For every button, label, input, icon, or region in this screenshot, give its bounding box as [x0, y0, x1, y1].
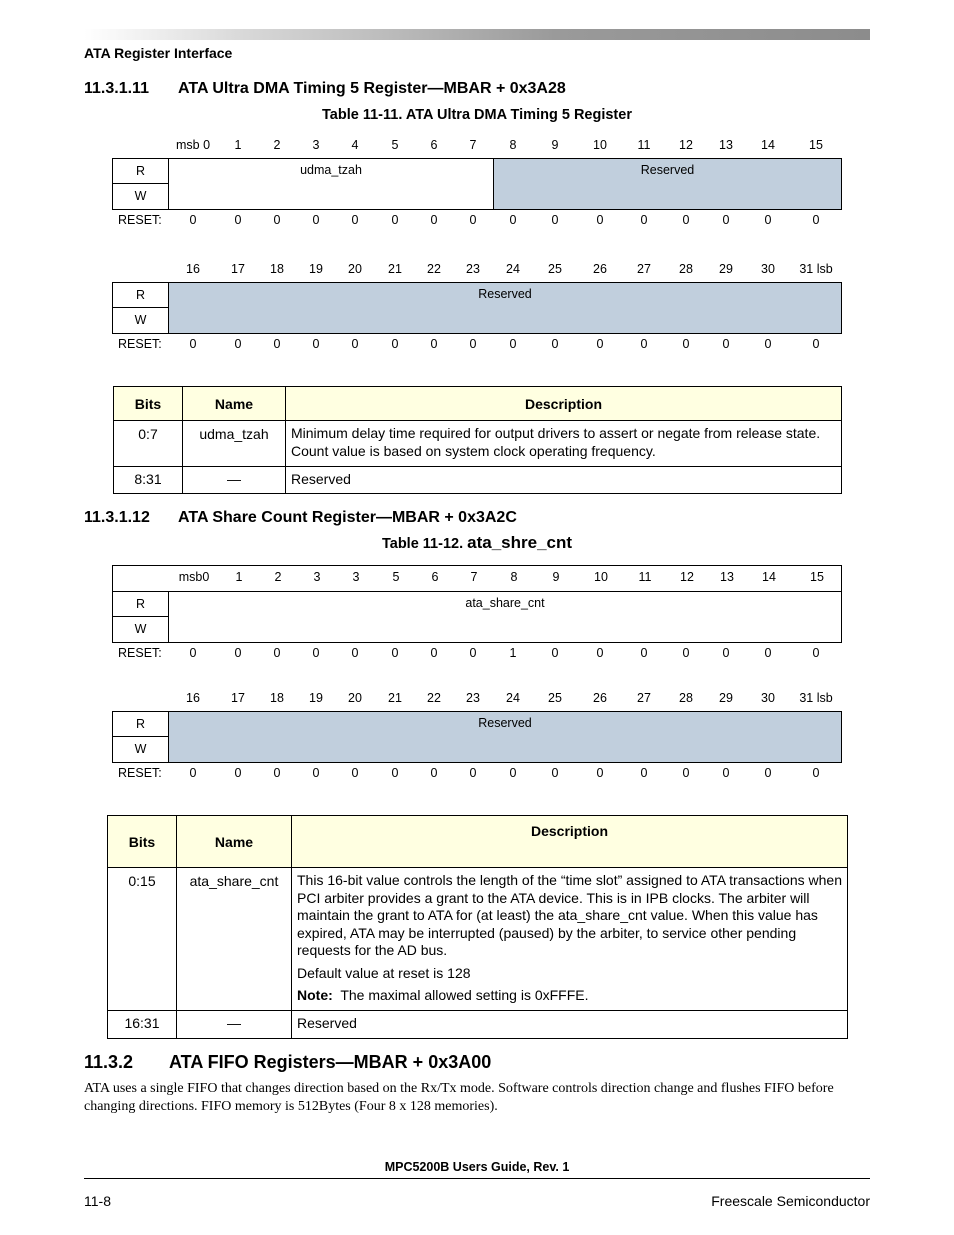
- reset-value: 0: [430, 213, 438, 227]
- footer-rule: [84, 1178, 870, 1179]
- bit-number: 2: [274, 570, 282, 584]
- reset-value: 0: [682, 213, 690, 227]
- desc-paragraph: This 16-bit value controls the length of the “time slot” assigned to ATA transactions when PCI arbiter provides a grant to the ATA device. This is in IPB clocks. The arbiter will maintain the grant to ATA for (at least) the ata_share_cnt value. When this value has expired, ATA may be interrupted (paused) by the arbiter, to service other pending requests for the AD bus.: [297, 872, 842, 958]
- reset-value: 0: [551, 646, 559, 660]
- section-heading-11-3-1-12: [84, 509, 517, 527]
- reset-value: 0: [509, 337, 517, 351]
- reset-value: 0: [509, 766, 517, 780]
- reset-value: 0: [682, 766, 690, 780]
- field-ata-share-cnt: ata_share_cnt: [465, 596, 545, 610]
- reset-value: 0: [430, 766, 438, 780]
- cell-name: —: [177, 1010, 292, 1038]
- section-number: 11.3.1.11: [84, 80, 149, 97]
- reset-value: 0: [812, 213, 820, 227]
- reset-value: 0: [812, 766, 820, 780]
- bit-number: 26: [593, 691, 607, 705]
- register-diagram-lower-share: [112, 691, 842, 786]
- reset-value: 0: [273, 646, 281, 660]
- bit-number: 23: [466, 262, 480, 276]
- reset-value: 0: [722, 646, 730, 660]
- reset-row: [112, 337, 842, 357]
- reset-row: [112, 766, 842, 786]
- table-row: [108, 868, 848, 1011]
- reset-value: 0: [234, 646, 242, 660]
- bit-number: 21: [388, 691, 402, 705]
- reset-value: 0: [764, 337, 772, 351]
- bit-numbers: [112, 138, 842, 158]
- table-row: [114, 467, 842, 494]
- bit-number: msb0: [178, 570, 210, 584]
- cell-name: —: [183, 467, 286, 494]
- reset-value: 0: [509, 213, 517, 227]
- desc-line: Count value is based on system clock operating frequency.: [291, 442, 656, 459]
- bit-number: 16: [186, 691, 200, 705]
- reset-value: 0: [551, 766, 559, 780]
- reset-value: 0: [764, 646, 772, 660]
- reset-label: RESET:: [118, 337, 162, 351]
- section-heading-11-3-1-11: [84, 80, 566, 98]
- reset-value: 0: [273, 213, 281, 227]
- section-title: ATA Share Count Register—MBAR + 0x3A2C: [178, 509, 517, 526]
- write-label: W: [113, 737, 169, 762]
- cell-bits: 16:31: [108, 1010, 177, 1038]
- note-text: The maximal allowed setting is 0xFFFE.: [340, 987, 589, 1003]
- table-row: [108, 1010, 848, 1038]
- bit-number: 22: [427, 691, 441, 705]
- bit-number: 28: [679, 691, 693, 705]
- bit-number: 15: [810, 570, 824, 584]
- cell-description: [292, 868, 848, 1011]
- cell-name: ata_share_cnt: [177, 868, 292, 1011]
- bit-number: 7: [469, 138, 477, 152]
- bit-number: 5: [392, 570, 400, 584]
- reset-value: 0: [391, 766, 399, 780]
- section-title: ATA Ultra DMA Timing 5 Register—MBAR + 0x3A28: [178, 80, 566, 97]
- bit-number: 31 lsb: [799, 691, 833, 705]
- reset-value: 0: [391, 213, 399, 227]
- bit-number: 2: [273, 138, 281, 152]
- table-caption-11-11: Table 11-11. ATA Ultra DMA Timing 5 Register: [322, 107, 632, 123]
- cell-bits: 0:15: [108, 868, 177, 1011]
- footer-company: Freescale Semiconductor: [711, 1193, 870, 1209]
- bit-numbers: [112, 565, 842, 591]
- reset-value: 0: [351, 646, 359, 660]
- reset-value: 0: [596, 646, 604, 660]
- field-reserved: Reserved: [169, 712, 841, 762]
- reset-value: 1: [509, 646, 517, 660]
- cell-bits: 0:7: [114, 421, 183, 467]
- reset-value: 0: [812, 337, 820, 351]
- caption-name: ata_shre_cnt: [467, 533, 573, 552]
- section-number: 11.3.1.12: [84, 509, 150, 526]
- bit-number: 6: [430, 138, 438, 152]
- bit-description-table-11-11: [113, 386, 842, 494]
- bit-number: 13: [719, 138, 733, 152]
- table-row: [114, 421, 842, 467]
- note-label: Note:: [297, 987, 333, 1003]
- bit-number: 18: [270, 691, 284, 705]
- bit-number: 15: [809, 138, 823, 152]
- reset-value: 0: [430, 337, 438, 351]
- register-diagram-upper: [112, 138, 842, 233]
- reset-value: 0: [273, 337, 281, 351]
- bit-number: 11: [637, 138, 651, 152]
- read-label: R: [113, 283, 169, 308]
- field-reserved: Reserved: [494, 159, 841, 209]
- bit-number: 25: [548, 262, 562, 276]
- bit-number: 24: [506, 262, 520, 276]
- bit-number: 17: [231, 691, 245, 705]
- bit-number: 4: [351, 138, 359, 152]
- bit-number: 3: [313, 570, 321, 584]
- bit-number: 20: [348, 262, 362, 276]
- reset-value: 0: [189, 766, 197, 780]
- bit-number: 19: [309, 262, 323, 276]
- reset-value: 0: [234, 766, 242, 780]
- bit-number: 12: [679, 138, 693, 152]
- reset-value: 0: [312, 337, 320, 351]
- cell-description: [286, 421, 842, 467]
- header-name: Name: [177, 816, 292, 868]
- page-number: 11-8: [84, 1193, 111, 1209]
- bit-number: 8: [509, 138, 517, 152]
- header-bar: [84, 29, 870, 40]
- section-number: 11.3.2: [84, 1052, 134, 1072]
- reset-value: 0: [764, 213, 772, 227]
- header-name: Name: [183, 387, 286, 421]
- bit-number: 29: [719, 262, 733, 276]
- reset-value: 0: [312, 766, 320, 780]
- reset-value: 0: [430, 646, 438, 660]
- bit-number: 20: [348, 691, 362, 705]
- bit-numbers: [112, 691, 842, 711]
- reset-value: 0: [764, 766, 772, 780]
- reset-value: 0: [351, 213, 359, 227]
- bit-number: 24: [506, 691, 520, 705]
- bit-number: 1: [235, 570, 243, 584]
- register-box: [112, 711, 842, 763]
- reset-value: 0: [596, 337, 604, 351]
- reset-value: 0: [273, 766, 281, 780]
- reset-value: 0: [469, 213, 477, 227]
- bit-number: 16: [186, 262, 200, 276]
- bit-number: 6: [431, 570, 439, 584]
- reset-value: 0: [722, 213, 730, 227]
- register-box: [112, 282, 842, 334]
- reset-value: 0: [682, 646, 690, 660]
- reset-label: RESET:: [118, 766, 162, 780]
- write-label: W: [113, 308, 169, 333]
- reset-value: 0: [391, 337, 399, 351]
- bit-number: 30: [761, 691, 775, 705]
- reset-row: [112, 646, 842, 666]
- reset-value: 0: [596, 213, 604, 227]
- bit-number: 19: [309, 691, 323, 705]
- header-bits: Bits: [114, 387, 183, 421]
- desc-note: [297, 987, 842, 1005]
- bit-number: 27: [637, 262, 651, 276]
- reset-value: 0: [551, 213, 559, 227]
- bit-description-table-11-12: [107, 815, 848, 1039]
- field-reserved: Reserved: [169, 283, 841, 333]
- section-title: ATA FIFO Registers—MBAR + 0x3A00: [169, 1052, 492, 1072]
- bit-number: 25: [548, 691, 562, 705]
- reset-label: RESET:: [118, 213, 162, 227]
- bit-number: 10: [593, 138, 607, 152]
- section-heading-11-3-2: [84, 1052, 491, 1073]
- reset-value: 0: [640, 337, 648, 351]
- bit-number: 8: [510, 570, 518, 584]
- bit-number: 1: [234, 138, 242, 152]
- reset-value: 0: [351, 337, 359, 351]
- bit-number: 9: [551, 138, 559, 152]
- write-label: W: [113, 184, 169, 209]
- bit-number: 23: [466, 691, 480, 705]
- bit-number: 12: [680, 570, 694, 584]
- header-bits: Bits: [108, 816, 177, 868]
- bit-number: 3: [312, 138, 320, 152]
- reset-value: 0: [812, 646, 820, 660]
- register-diagram-lower: [112, 262, 842, 357]
- footer-title: MPC5200B Users Guide, Rev. 1: [384, 1160, 570, 1174]
- cell-description: Reserved: [286, 467, 842, 494]
- reset-value: 0: [234, 213, 242, 227]
- header-description: Description: [286, 387, 842, 421]
- bit-number: 9: [552, 570, 560, 584]
- bit-number: 14: [762, 570, 776, 584]
- bit-number: 30: [761, 262, 775, 276]
- bit-number: 27: [637, 691, 651, 705]
- reset-value: 0: [189, 337, 197, 351]
- reset-value: 0: [189, 213, 197, 227]
- cell-name: udma_tzah: [183, 421, 286, 467]
- bit-number: 31 lsb: [799, 262, 833, 276]
- reset-value: 0: [682, 337, 690, 351]
- bit-number: 18: [270, 262, 284, 276]
- desc-line: Minimum delay time required for output drivers to assert or negate from release state.: [291, 425, 821, 441]
- read-label: R: [113, 592, 169, 617]
- cell-description: Reserved: [292, 1010, 848, 1038]
- reset-value: 0: [469, 766, 477, 780]
- caption-prefix: Table 11-12.: [381, 536, 464, 552]
- reset-value: 0: [189, 646, 197, 660]
- reset-value: 0: [596, 766, 604, 780]
- bit-number: 13: [720, 570, 734, 584]
- bit-number: 7: [470, 570, 478, 584]
- running-head: ATA Register Interface: [84, 45, 233, 61]
- reset-label: RESET:: [118, 646, 162, 660]
- reset-value: 0: [312, 213, 320, 227]
- bit-number: 5: [391, 138, 399, 152]
- reset-value: 0: [722, 337, 730, 351]
- desc-paragraph: Default value at reset is 128: [297, 964, 471, 981]
- reset-value: 0: [391, 646, 399, 660]
- header-description: Description: [292, 816, 848, 868]
- reset-value: 0: [551, 337, 559, 351]
- field-udma-tzah: udma_tzah: [169, 159, 494, 209]
- body-paragraph: ATA uses a single FIFO that changes direction based on the Rx/Tx mode. Software controls direction change and flushes FIFO before changing directions. FIFO memory is 512Bytes (Four 8 x 128 memories).: [84, 1081, 834, 1114]
- bit-number: 29: [719, 691, 733, 705]
- bit-number: 28: [679, 262, 693, 276]
- bit-number: 10: [594, 570, 608, 584]
- table-caption-11-12: [0, 533, 954, 553]
- bit-number: msb 0: [175, 138, 211, 152]
- bit-number: 3: [352, 570, 360, 584]
- reset-value: 0: [722, 766, 730, 780]
- cell-bits: 8:31: [114, 467, 183, 494]
- bit-numbers: [112, 262, 842, 282]
- register-box: [112, 591, 842, 643]
- bit-number: 21: [388, 262, 402, 276]
- reset-value: 0: [640, 213, 648, 227]
- bit-number: 26: [593, 262, 607, 276]
- reset-value: 0: [234, 337, 242, 351]
- read-label: R: [113, 712, 169, 737]
- bit-number: 22: [427, 262, 441, 276]
- read-label: R: [113, 159, 169, 184]
- bit-number: 14: [761, 138, 775, 152]
- reset-value: 0: [469, 646, 477, 660]
- bit-number: 11: [638, 570, 652, 584]
- bit-number: 17: [231, 262, 245, 276]
- write-label: W: [113, 617, 169, 642]
- reset-value: 0: [312, 646, 320, 660]
- register-diagram-upper-share: [112, 565, 842, 666]
- reset-value: 0: [469, 337, 477, 351]
- reset-value: 0: [351, 766, 359, 780]
- reset-value: 0: [640, 766, 648, 780]
- register-box: [112, 158, 842, 210]
- reset-row: [112, 213, 842, 233]
- reset-value: 0: [640, 646, 648, 660]
